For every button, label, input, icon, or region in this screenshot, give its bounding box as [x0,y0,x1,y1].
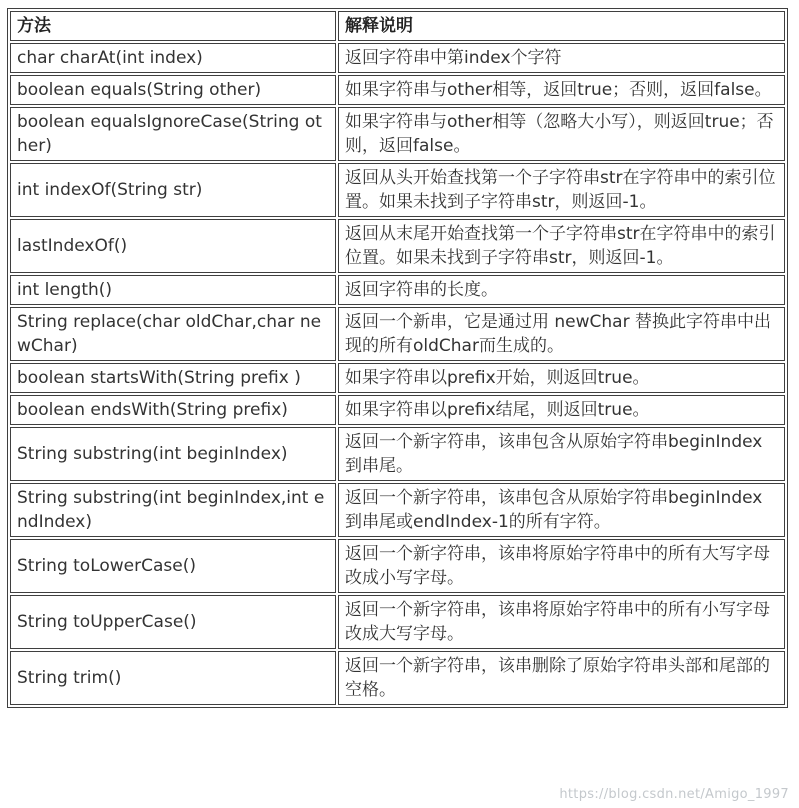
description-cell: 返回一个新字符串，该串将原始字符串中的所有大写字母改成小写字母。 [338,539,785,593]
method-cell: String replace(char oldChar,char newChar) [10,307,336,361]
string-methods-table [7,8,788,708]
description-cell: 如果字符串与other相等，返回true；否则，返回false。 [338,75,785,105]
table-row [10,219,785,273]
description-cell: 返回一个新串，它是通过用 newChar 替换此字符串中出现的所有oldChar而生成的。 [338,307,785,361]
description-cell: 如果字符串与other相等（忽略大小写），则返回true；否则，返回false。 [338,107,785,161]
method-cell: int length() [10,275,336,305]
table-row [10,107,785,161]
table-row [10,75,785,105]
method-cell: String toUpperCase() [10,595,336,649]
method-cell: boolean endsWith(String prefix) [10,395,336,425]
column-header-description: 解释说明 [338,11,785,41]
method-cell: char charAt(int index) [10,43,336,73]
table-header-row [10,11,785,41]
table-body [10,43,785,705]
description-cell: 返回从末尾开始查找第一个子字符串str在字符串中的索引位置。如果未找到子字符串str，则返回-1。 [338,219,785,273]
method-cell: boolean equals(String other) [10,75,336,105]
description-cell: 返回一个新字符串，该串包含从原始字符串beginIndex到串尾。 [338,427,785,481]
method-cell: String substring(int beginIndex,int endIndex) [10,483,336,537]
table-row [10,275,785,305]
table-row [10,539,785,593]
table-row [10,483,785,537]
method-cell: String toLowerCase() [10,539,336,593]
description-cell: 如果字符串以prefix开始，则返回true。 [338,363,785,393]
method-cell: boolean startsWith(String prefix ) [10,363,336,393]
table-row [10,43,785,73]
table-row [10,363,785,393]
description-cell: 返回一个新字符串，该串删除了原始字符串头部和尾部的空格。 [338,651,785,705]
table-row [10,395,785,425]
description-cell: 返回字符串的长度。 [338,275,785,305]
table-row [10,427,785,481]
description-cell: 返回一个新字符串，该串包含从原始字符串beginIndex到串尾或endIndex-1的所有字符。 [338,483,785,537]
method-cell: lastIndexOf() [10,219,336,273]
description-cell: 返回从头开始查找第一个子字符串str在字符串中的索引位置。如果未找到子字符串str，则返回-1。 [338,163,785,217]
method-cell: boolean equalsIgnoreCase(String other) [10,107,336,161]
method-cell: String trim() [10,651,336,705]
column-header-method: 方法 [10,11,336,41]
description-cell: 如果字符串以prefix结尾，则返回true。 [338,395,785,425]
description-cell: 返回一个新字符串，该串将原始字符串中的所有小写字母改成大写字母。 [338,595,785,649]
table-row [10,651,785,705]
watermark: https://blog.csdn.net/Amigo_1997 [559,787,789,802]
table-row [10,307,785,361]
method-cell: String substring(int beginIndex) [10,427,336,481]
table-row [10,595,785,649]
description-cell: 返回字符串中第index个字符 [338,43,785,73]
method-cell: int indexOf(String str) [10,163,336,217]
table-row [10,163,785,217]
